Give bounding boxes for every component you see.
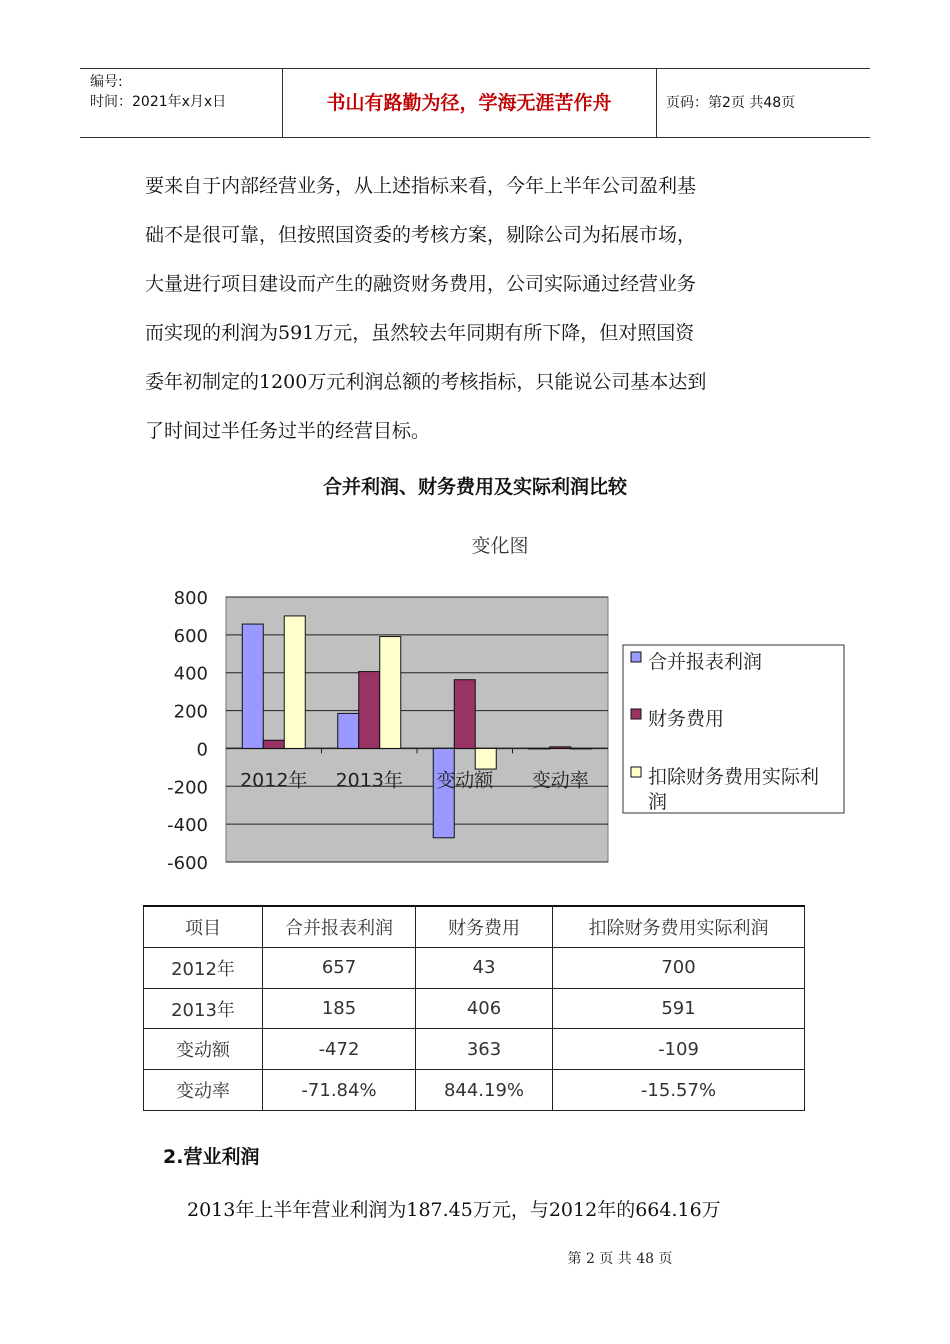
header-page-info: 页码：第2页 共48页 bbox=[666, 95, 796, 111]
table-cell: 43 bbox=[416, 948, 553, 989]
bar bbox=[284, 616, 305, 749]
chart-title: 变化图 bbox=[471, 535, 529, 557]
bar-chart bbox=[0, 580, 950, 880]
paragraph-line: 要来自于内部经营业务，从上述指标来看，今年上半年公司盈利基 bbox=[145, 175, 697, 197]
table-cell: -472 bbox=[263, 1029, 416, 1070]
table-row bbox=[144, 948, 805, 989]
table-header-row bbox=[144, 906, 805, 948]
y-tick-label: -600 bbox=[167, 853, 208, 874]
plot-area bbox=[226, 597, 608, 862]
y-tick-label: 200 bbox=[173, 701, 208, 723]
chart-caption: 合并利润、财务费用及实际利润比较 bbox=[322, 476, 627, 498]
x-tick-label: 2013年 bbox=[335, 769, 403, 792]
bar bbox=[263, 740, 284, 748]
table-cell: 363 bbox=[416, 1029, 553, 1070]
table-cell: 406 bbox=[416, 988, 553, 1029]
header-motto: 书山有路勤为径，学海无涯苦作舟 bbox=[282, 69, 657, 137]
y-tick-label: 0 bbox=[196, 739, 208, 761]
header-meta bbox=[80, 69, 283, 137]
paragraph-line: 础不是很可靠，但按照国资委的考核方案，剔除公司为拓展市场， bbox=[145, 224, 697, 246]
table-row bbox=[144, 1070, 805, 1111]
page-footer: 第 2 页 共 48 页 bbox=[567, 1251, 673, 1267]
bar bbox=[338, 713, 359, 748]
bar bbox=[454, 680, 475, 749]
table-header-cell: 项目 bbox=[144, 906, 263, 948]
page-header bbox=[80, 68, 870, 138]
paragraph-line: 大量进行项目建设而产生的融资财务费用，公司实际通过经营业务 bbox=[145, 273, 697, 295]
bar bbox=[242, 624, 263, 748]
bar bbox=[475, 748, 496, 769]
table-header-cell: 财务费用 bbox=[416, 906, 553, 948]
paragraph-line: 委年初制定的1200万元利润总额的考核指标，只能说公司基本达到 bbox=[145, 371, 707, 393]
x-tick-label: 变动额 bbox=[436, 769, 494, 792]
y-tick-label: -400 bbox=[167, 815, 208, 837]
bar bbox=[550, 747, 571, 749]
y-tick-label: 600 bbox=[173, 625, 208, 647]
table-header-cell: 扣除财务费用实际利润 bbox=[553, 906, 805, 948]
table-cell: 2012年 bbox=[144, 948, 263, 989]
bar bbox=[380, 637, 401, 749]
table-header-cell: 合并报表利润 bbox=[263, 906, 416, 948]
data-table bbox=[143, 905, 805, 1111]
legend-label: 合并报表利润 bbox=[648, 651, 763, 673]
paragraph-line: 了时间过半任务过半的经营目标。 bbox=[145, 420, 431, 442]
table-cell: -109 bbox=[553, 1029, 805, 1070]
bar bbox=[433, 748, 454, 837]
legend-swatch bbox=[631, 709, 641, 719]
legend-swatch bbox=[631, 652, 641, 662]
section-text: 2013年上半年营业利润为187.45万元，与2012年的664.16万 bbox=[187, 1199, 721, 1221]
paragraph-line: 而实现的利润为591万元，虽然较去年同期有所下降，但对照国资 bbox=[145, 322, 695, 344]
legend-label: 润 bbox=[648, 791, 668, 813]
table-cell: 700 bbox=[553, 948, 805, 989]
time-label: 时间：2021年x月x日 bbox=[90, 94, 227, 110]
number-label: 编号: bbox=[90, 74, 123, 90]
x-tick-label: 变动率 bbox=[531, 769, 589, 792]
bar bbox=[359, 672, 380, 749]
x-tick-label: 2012年 bbox=[240, 769, 308, 792]
y-tick-label: 400 bbox=[173, 663, 208, 685]
y-tick-label: -200 bbox=[167, 777, 208, 799]
table-cell: 185 bbox=[263, 988, 416, 1029]
section-heading: 2.营业利润 bbox=[163, 1146, 260, 1168]
legend-label: 财务费用 bbox=[648, 708, 725, 730]
table-cell: 844.19% bbox=[416, 1070, 553, 1111]
y-tick-label: 800 bbox=[173, 588, 208, 609]
table-cell: 变动额 bbox=[144, 1029, 263, 1070]
body-paragraph bbox=[145, 162, 825, 456]
table-row bbox=[144, 988, 805, 1029]
bar bbox=[529, 748, 550, 749]
legend-swatch bbox=[631, 767, 641, 777]
legend-label: 扣除财务费用实际利 bbox=[648, 766, 820, 788]
table-cell: 2013年 bbox=[144, 988, 263, 1029]
bar bbox=[571, 748, 592, 749]
table-cell: -71.84% bbox=[263, 1070, 416, 1111]
table-cell: 657 bbox=[263, 948, 416, 989]
table-cell: -15.57% bbox=[553, 1070, 805, 1111]
table-row bbox=[144, 1029, 805, 1070]
table-cell: 591 bbox=[553, 988, 805, 1029]
table-cell: 变动率 bbox=[144, 1070, 263, 1111]
